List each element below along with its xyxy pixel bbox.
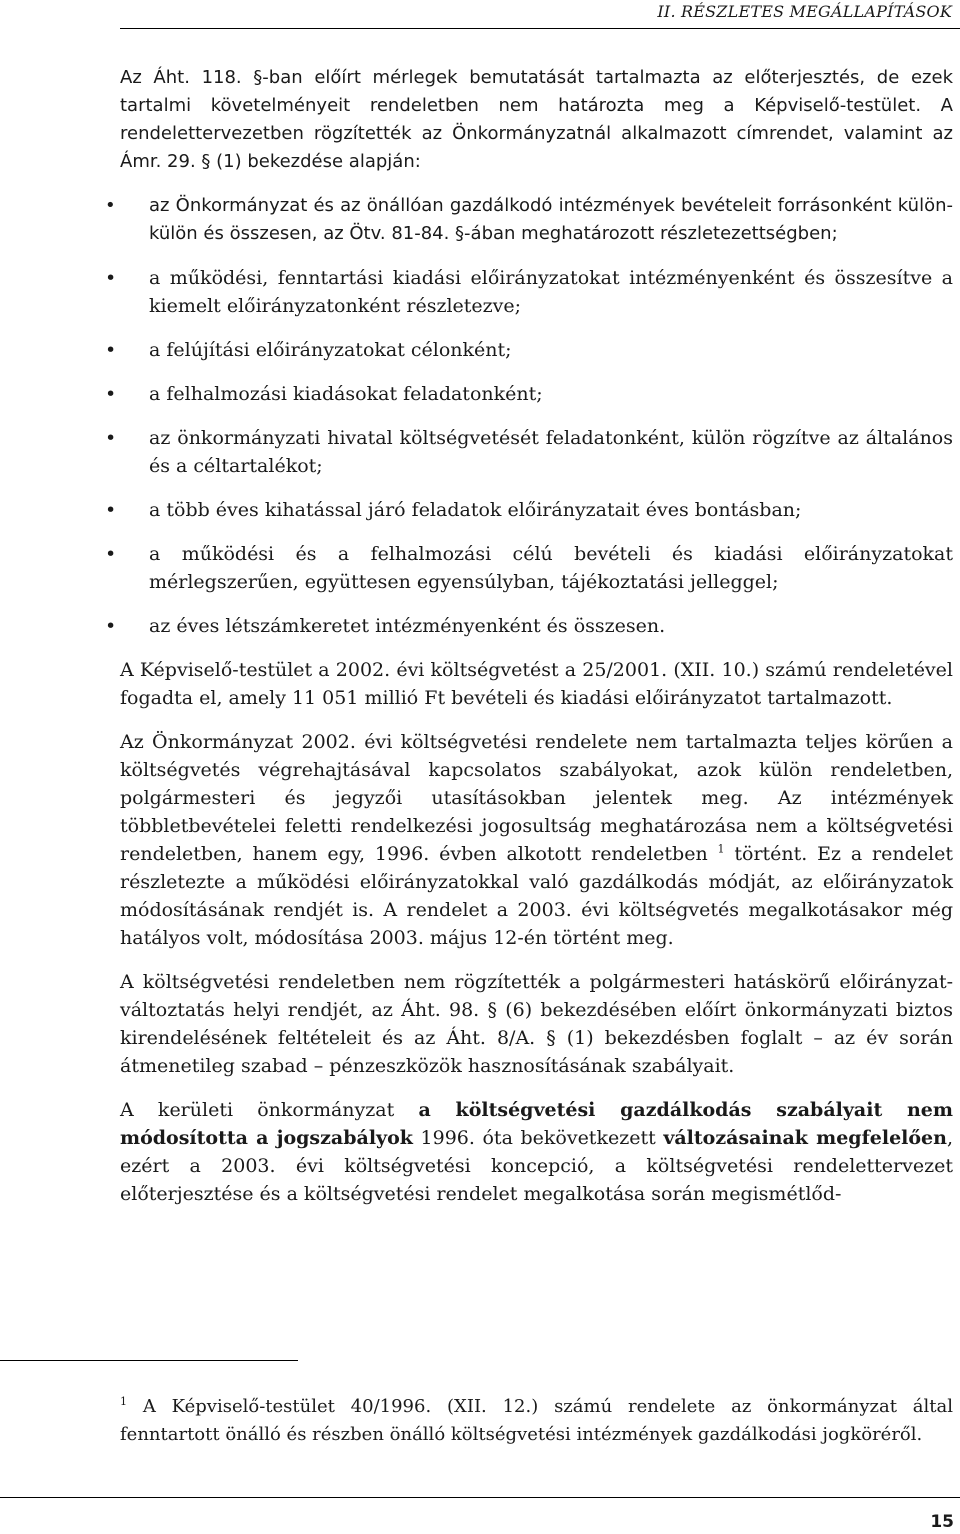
header-rule (120, 28, 960, 29)
rules-paragraph (120, 728, 953, 952)
emphasis-text-2: változásainak megfelelően (663, 1127, 947, 1149)
list-item: • a felhalmozási kiadásokat feladatonként; (120, 380, 953, 408)
conclusion-text-3: , ezért a 2003. évi költségvetési koncepció, a költségvetési rendelettervezet előterjesztése és a költségvetési rendelet megalkotása során megismétlőd- (120, 1127, 954, 1205)
list-item: • az éves létszámkeretet intézményenként és összesen. (120, 612, 953, 640)
list-item: • az Önkormányzat és az önállóan gazdálkodó intézmények bevételeit forrásonként külön-külön és összesen, az Ötv. 81-84. §-ában meghatározott részletezettségben; (120, 192, 953, 248)
list-item: • a felújítási előirányzatokat célonként; (120, 336, 953, 364)
footnote-text: A Képviselő-testület 40/1996. (XII. 12.) számú rendelete az önkormányzat által fenntartott önálló és részben önálló költségvetési intézmények gazdálkodási jogköréről. (120, 1396, 953, 1445)
footer-rule (0, 1497, 960, 1498)
footnote-separator (0, 1360, 298, 1361)
conclusion-text-1: A kerületi önkormányzat (120, 1099, 395, 1121)
running-header: II. RÉSZLETES MEGÁLLAPÍTÁSOK (657, 2, 952, 21)
list-item: • a működési és a felhalmozási célú bevételi és kiadási előirányzatokat mérlegszerűen, együttesen egyensúlyban, tájékoztatási jelleggel; (120, 540, 953, 596)
emphasis-text-1: a költségvetési gazdálkodás szabályait nem módosította a jogszabályok (120, 1099, 954, 1149)
body-text (120, 64, 953, 1224)
conclusion-text-2: 1996. óta bekövetkezett (420, 1127, 656, 1149)
list-item: • a működési, fenntartási kiadási előirányzatokat intézményenként és összesítve a kiemelt előirányzatonként részletezve; (120, 264, 953, 320)
requirements-list (120, 192, 953, 640)
footnote-reference: 1 (717, 842, 725, 856)
rules-text-part1: Az Önkormányzat 2002. évi költségvetési rendelete nem tartalmazta teljes körűen a költségvetés végrehajtásával kapcsolatos szabályokat, azok külön rendeletben, polgármesteri és jegyzői utasításokban jelentek meg. Az intézmények többletbevételei feletti rendelkezési jogosultság meghatározása nem a költségvetési rendeletben, hanem egy, 1996. évben alkotott rendeletben (120, 731, 953, 865)
conclusion-paragraph (120, 1096, 953, 1208)
footnote (120, 1393, 953, 1449)
budget-paragraph: A Képviselő-testület a 2002. évi költségvetést a 25/2001. (XII. 10.) számú rendeletével fogadta el, amely 11 051 millió Ft bevételi és kiadási előirányzatot tartalmazott. (120, 659, 953, 709)
intro-paragraph: Az Áht. 118. §-ban előírt mérlegek bemutatását tartalmazta az előterjesztés, de ezek tartalmi követelményeit rendeletben nem határozta meg a Képviselő-testület. A rendelettervezetben rögzítették az Önkormányzatnál alkalmazott címrendet, valamint az Ámr. 29. § (1) bekezdése alapján: (120, 67, 953, 172)
missing-rules-paragraph: A költségvetési rendeletben nem rögzítették a polgármesteri hatáskörű előirányzat-változtatás helyi rendjét, az Áht. 98. § (6) bekezdésében előírt önkormányzati biztos kirendelésének feltételeit és az Áht. 8/A. § (1) bekezdésben foglalt – az év során átmenetileg szabad – pénzeszközök hasznosításának szabályait. (120, 971, 953, 1077)
list-item: • az önkormányzati hivatal költségvetését feladatonként, külön rögzítve az általános és a céltartalékot; (120, 424, 953, 480)
page-number: 15 (930, 1512, 954, 1532)
list-item: • a több éves kihatással járó feladatok előirányzatait éves bontásban; (120, 496, 953, 524)
footnote-number: 1 (120, 1395, 127, 1408)
rules-text-part2: történt. Ez a rendelet részletezte a működési előirányzatokkal való gazdálkodás módját, az előirányzatok módosításának rendjét is. A rendelet a 2003. évi költségvetés megalkotásakor még hatályos volt, módosítása 2003. május 12-én történt meg. (120, 843, 953, 949)
